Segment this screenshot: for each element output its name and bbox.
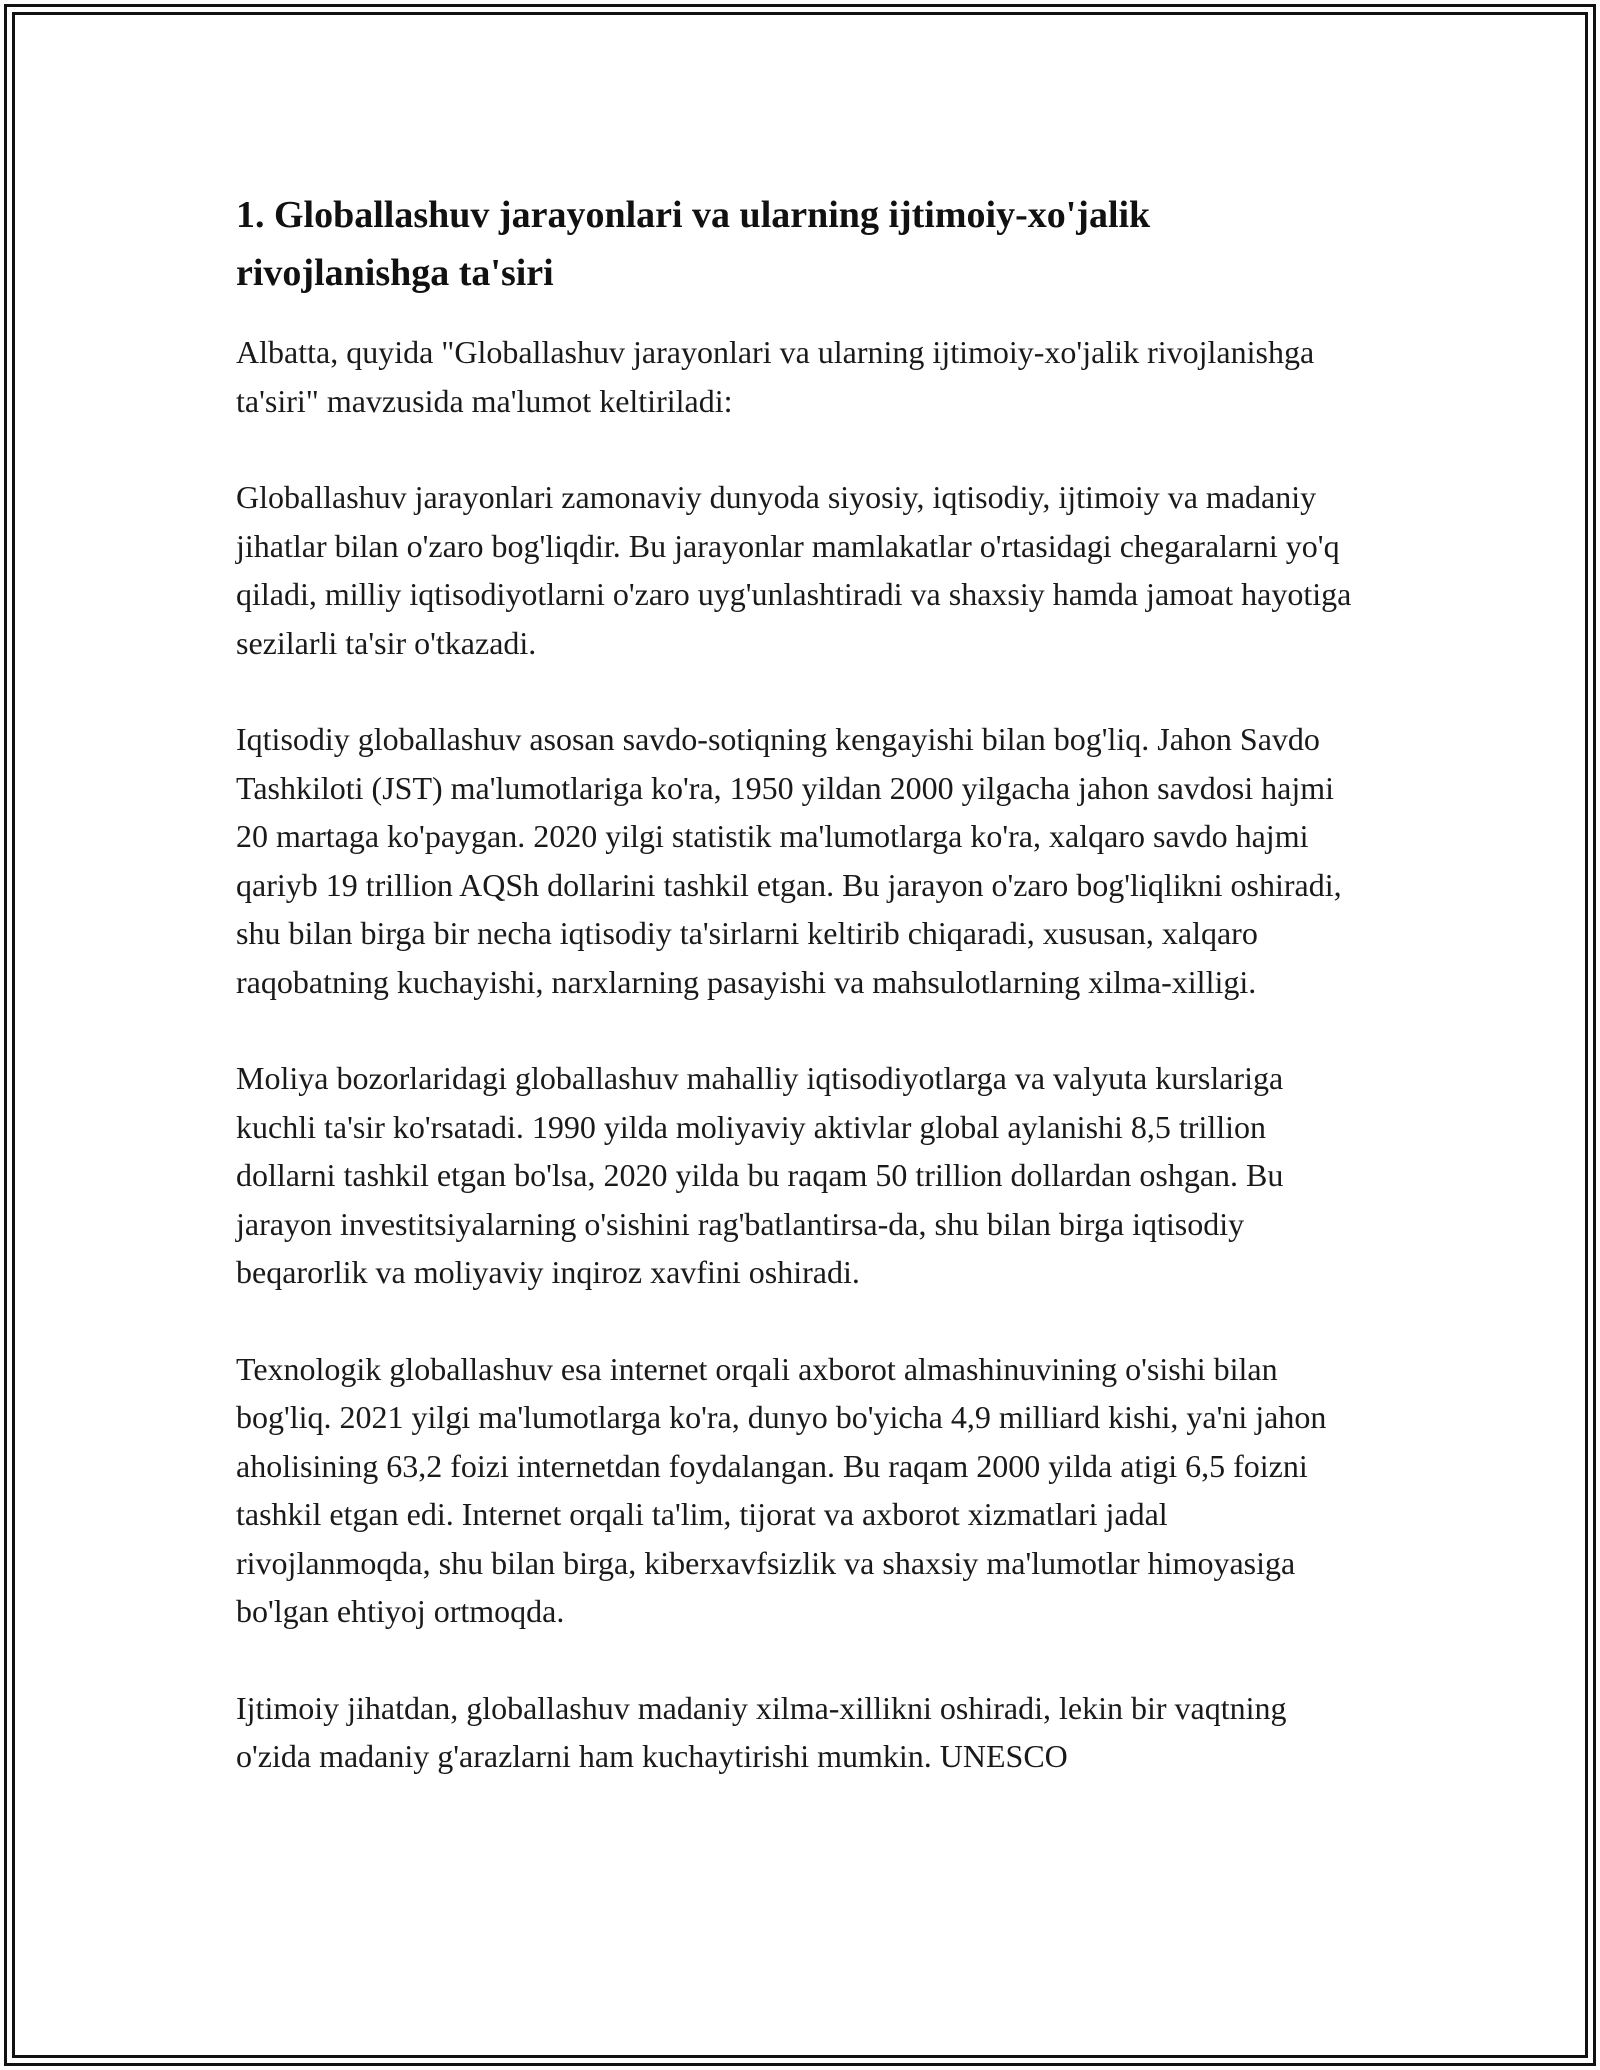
paragraph-technological-globalization: Texnologik globallashuv esa internet orqali axborot almashinuvining o'sishi bilan bog'liq. 2021 yilgi ma'lumotlarga ko'ra, dunyo bo'yicha 4,9 milliard kishi, ya'ni jahon aholisining 63,2 foizi internetdan foydalangan. Bu raqam 2000 yilda atigi 6,5 foizni tashkil etgan edi. Internet orqali ta'lim, tijorat va axborot xizmatlari jadal rivojlanmoqda, shu bilan birga, kiberxavfsizlik va shaxsiy ma'lumotlar himoyasiga bo'lgan ehtiyoj ortmoqda. bbox=[236, 1350, 1327, 1629]
document-title: 1. Globallashuv jarayonlari va ularning ijtimoiy-xo'jalik rivojlanishga ta'siri bbox=[236, 194, 1151, 294]
paragraph-globalization-overview: Globallashuv jarayonlari zamonaviy dunyoda siyosiy, iqtisodiy, ijtimoiy va madaniy jihatlar bilan o'zaro bog'liqdir. Bu jarayonlar mamlakatlar o'rtasidagi chegaralarni yo'q qiladi, milliy iqtisodiyotlarni o'zaro uyg'unlashtiradi va shaxsiy hamda jamoat hayotiga sezilarli ta'sir o'tkazadi. bbox=[236, 479, 1352, 661]
intro-paragraph: Albatta, quyida "Globallashuv jarayonlari va ularning ijtimoiy-xo'jalik rivojlanishga ta'siri" mavzusida ma'lumot keltiriladi: bbox=[236, 334, 1315, 419]
paragraph-financial-globalization: Moliya bozorlaridagi globallashuv mahalliy iqtisodiyotlarga va valyuta kurslariga kuchli ta'sir ko'rsatadi. 1990 yilda moliyaviy aktivlar global aylanishi 8,5 trillion dollarni tashkil etgan bo'lsa, 2020 yilda bu raqam 50 trillion dollardan oshgan. Bu jarayon investitsiyalarning o'sishini rag'batlantirsa-da, shu bilan birga iqtisodiy beqarorlik va moliyaviy inqiroz xavfini oshiradi. bbox=[236, 1060, 1284, 1290]
paragraph-social-globalization: Ijtimoiy jihatdan, globallashuv madaniy xilma-xillikni oshiradi, lekin bir vaqtning o'zida madaniy g'arazlarni ham kuchaytirishi mumkin. UNESCO bbox=[236, 1689, 1287, 1774]
paragraph-economic-globalization: Iqtisodiy globallashuv asosan savdo-sotiqning kengayishi bilan bog'liq. Jahon Savdo Tashkiloti (JST) ma'lumotlariga ko'ra, 1950 yildan 2000 yilgacha jahon savdosi hajmi 20 martaga ko'paygan. 2020 yilgi statistik ma'lumotlarga ko'ra, xalqaro savdo hajmi qariyb 19 trillion AQSh dollarini tashkil etgan. Bu jarayon o'zaro bog'liqlikni oshiradi, shu bilan birga bir necha iqtisodiy ta'sirlarni keltirib chiqaradi, xususan, xalqaro raqobatning kuchayishi, narxlarning pasayishi va mahsulotlarning xilma-xilligi. bbox=[236, 721, 1342, 1000]
document-body bbox=[236, 186, 1366, 1829]
